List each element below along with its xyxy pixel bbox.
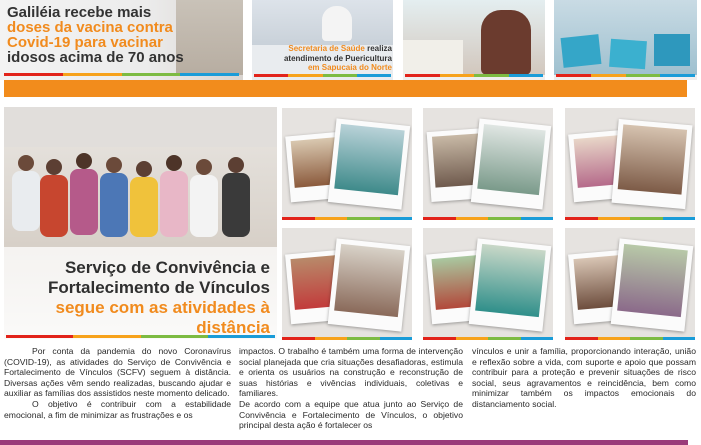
person-head [18,155,34,171]
polaroid-photo [471,118,551,209]
color-stripe [423,337,553,340]
person-head [136,161,152,177]
main-headline [12,258,270,338]
vaccine-headline [7,5,184,65]
paragraph: De acordo com a equipe que atua junto ao Serviço de Convivência e Fortalecimento de Vínculos, o objetivo principal desta ação é fortalecer os [239,398,463,431]
photo-panel [565,228,695,340]
package-shape [561,34,602,68]
top-story-photo-3[interactable] [403,0,545,80]
paragraph: vínculos e unir a família, proporcionando interação, união e reflexão sobre a vida, com suporte e apoio que possam contribuir para a proteção e prevenir situações de risco social, seus agravamentos e reincidência, bem como minimizar também os impactos emocionais do distanciamento social. [472,346,696,409]
person-figure [481,10,531,75]
headline-orange: segue com as atividades à distância [55,298,270,337]
headline-dark: Serviço de Convivência e Fortalecimento de Vínculos [48,258,270,297]
photo-panel [282,228,412,340]
photo-panel [282,108,412,220]
top-story-puericultura[interactable] [252,0,393,80]
person-head [106,157,122,173]
desk-shape [403,40,463,75]
body-column-1 [4,346,231,420]
person-body [12,171,40,231]
photo-panel [423,108,553,220]
paragraph: O objetivo é contribuir com a estabilidade emocional, a fim de minimizar as frustrações e os [4,398,231,420]
headline-line: Covid-19 para vacinar [7,34,163,51]
headline-line: atendimento de Puericultura [283,53,392,63]
body-column-2 [239,346,463,431]
headline-highlight: Secretaria de Saúde [288,44,365,53]
headline-line: doses da vacina contra [7,19,173,36]
bottom-rule [0,440,688,445]
color-stripe [423,217,553,220]
headline-line: idosos acima de 70 anos [7,49,184,66]
person-body [40,175,68,237]
person-head [76,153,92,169]
color-stripe [282,337,412,340]
color-stripe [254,74,391,77]
package-shape [654,34,690,66]
top-story-vaccine[interactable] [0,0,243,80]
person-body [100,173,128,237]
paragraph: Por conta da pandemia do novo Coronavírus (COVID-19), as atividades do Serviço de Convivência e Fortalecimento de Vínculos (SCFV) seguem à distância. Diversas ações vêm sendo realizadas, buscando ajudar e auxiliar as famílias dos assistidos neste momento delicado. [4,346,231,399]
section-divider [4,80,687,97]
wall [4,107,277,147]
person-body [130,177,158,237]
headline-text: realiza [364,44,392,53]
color-stripe [556,74,695,77]
color-stripe [282,217,412,220]
polaroid-photo [469,238,552,331]
polaroid-photo [328,238,411,331]
photo-panel [423,228,553,340]
color-stripe [4,73,239,76]
person-head [228,157,244,173]
headline-line: Galiléia recebe mais [7,4,152,21]
color-stripe [565,337,695,340]
polaroid-photo [328,118,410,209]
person-body [222,173,250,237]
photo-panel [565,108,695,220]
headline-line: em Sapucaia do Norte [307,63,392,72]
person-body [70,169,98,235]
package-shape [609,39,647,69]
color-stripe [405,74,543,77]
vaccine-photo [176,0,243,75]
person-head [196,159,212,175]
person-body [190,175,218,237]
polaroid-photo [611,238,694,331]
person-head [166,155,182,171]
paragraph: impactos. O trabalho é também uma forma de intervenção social planejada que cria situações desafiadoras, estimula e orienta os usuários na construção e reconstrução de suas histórias e vivências individuais, coletivas e familiares. [239,346,463,399]
puericultura-headline [260,44,392,73]
person-body [160,171,188,237]
top-story-photo-4[interactable] [554,0,697,80]
person-head [46,159,62,175]
body-column-3 [472,346,696,410]
color-stripe [565,217,695,220]
polaroid-photo [611,119,692,209]
doctor-figure [322,6,352,41]
